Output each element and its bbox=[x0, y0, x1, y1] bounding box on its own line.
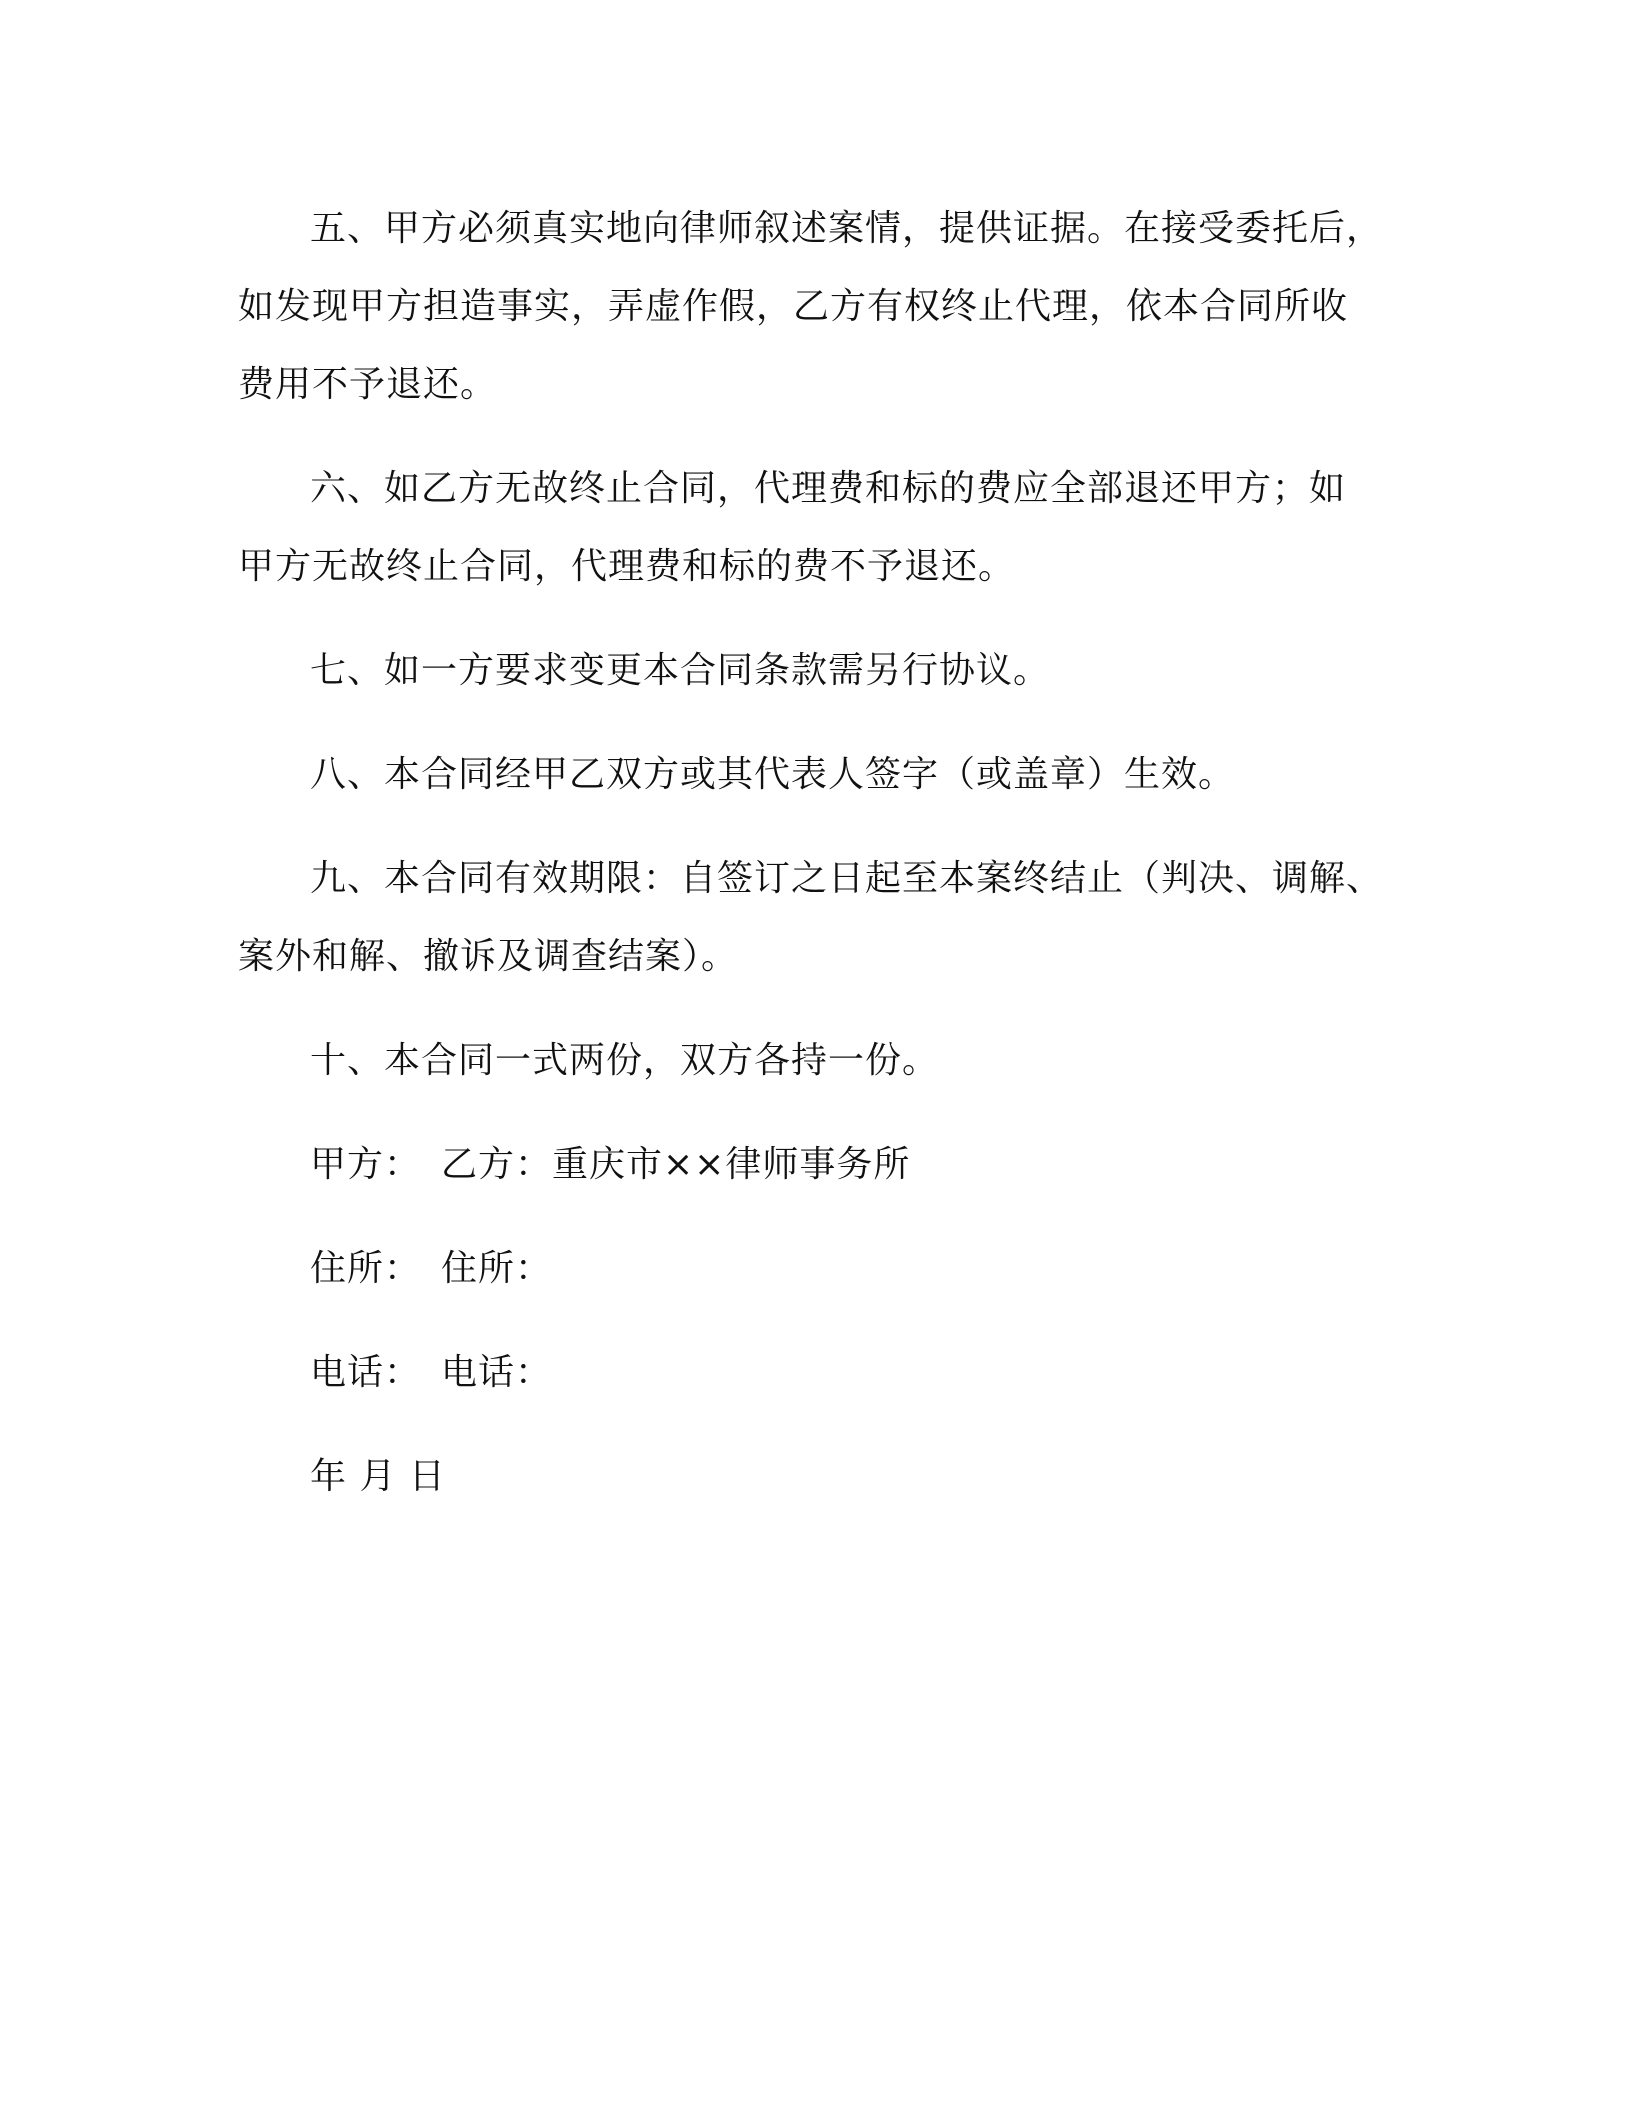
clause-8-line-1: 八、本合同经甲乙双方或其代表人签字（或盖章）生效。 bbox=[310, 754, 1236, 795]
signature-phone bbox=[238, 1334, 1398, 1412]
clause-9-line-2: 案外和解、撤诉及调查结案）。 bbox=[238, 936, 739, 977]
clause-5-line-1: 五、甲方必须真实地向律师叙述案情，提供证据。在接受委托后， bbox=[310, 208, 1384, 249]
clause-9-line-1: 九、本合同有效期限：自签订之日起至本案终结止（判决、调解、 bbox=[310, 858, 1384, 899]
clause-5 bbox=[238, 190, 1398, 424]
clause-5-line-2: 如发现甲方担造事实，弄虚作假，乙方有权终止代理，依本合同所收 bbox=[238, 286, 1349, 327]
clause-7 bbox=[238, 632, 1398, 710]
address-b-label: 住所： bbox=[441, 1248, 553, 1289]
clause-10-line-1: 十、本合同一式两份，双方各持一份。 bbox=[310, 1040, 940, 1081]
clause-6-line-1: 六、如乙方无故终止合同，代理费和标的费应全部退还甲方；如 bbox=[310, 468, 1347, 509]
date-label: 年 月 日 bbox=[310, 1456, 446, 1497]
clause-9 bbox=[238, 840, 1398, 996]
contract-body bbox=[238, 190, 1398, 1542]
address-a-label: 住所： bbox=[310, 1248, 422, 1289]
signature-address bbox=[238, 1230, 1398, 1308]
clause-7-line-1: 七、如一方要求变更本合同条款需另行协议。 bbox=[310, 650, 1051, 691]
clause-10 bbox=[238, 1022, 1398, 1100]
clause-6 bbox=[238, 450, 1398, 606]
signature-date bbox=[238, 1438, 1398, 1516]
clause-6-line-2: 甲方无故终止合同，代理费和标的费不予退还。 bbox=[238, 546, 1016, 587]
party-a-label: 甲方： bbox=[310, 1144, 422, 1185]
party-b-label: 乙方：重庆市××律师事务所 bbox=[441, 1144, 911, 1185]
clause-8 bbox=[238, 736, 1398, 814]
signature-parties bbox=[238, 1126, 1398, 1204]
phone-a-label: 电话： bbox=[310, 1352, 422, 1393]
clause-5-line-3: 费用不予退还。 bbox=[238, 364, 498, 405]
phone-b-label: 电话： bbox=[441, 1352, 553, 1393]
